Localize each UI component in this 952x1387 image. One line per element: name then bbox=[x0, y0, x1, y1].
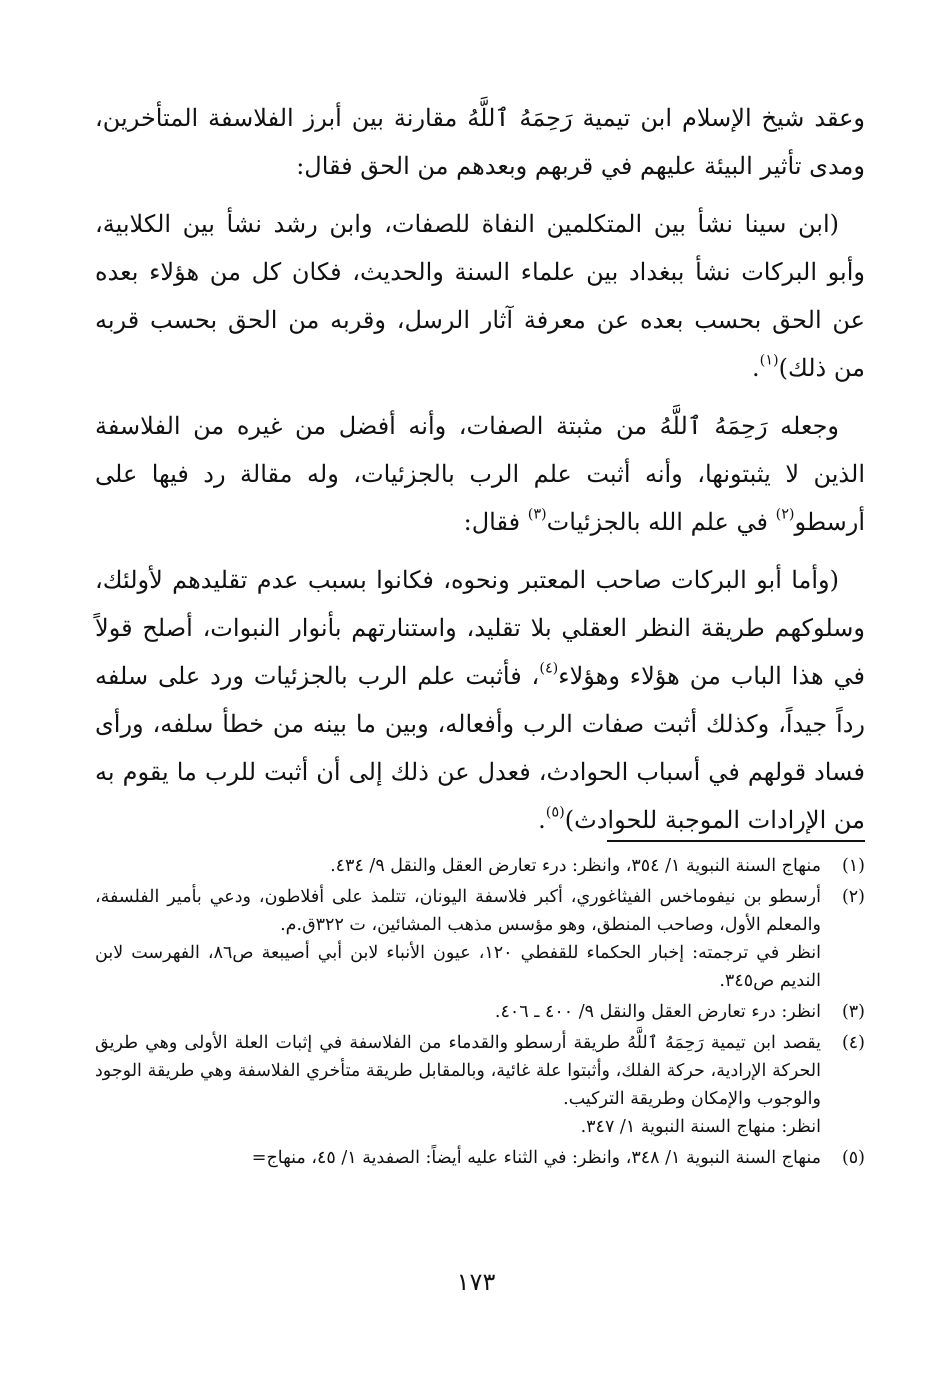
footnote-ref-2: (٢) bbox=[775, 506, 795, 523]
footnote-4: (٤) يقصد ابن تيمية رَحِمَهُ ٱللَّهُ طريقة أرسطو والقدماء من الفلاسفة في إثبات العلة الأولى وهي طريق الحركة الإرادية، حركة الفلك، وأثبتوا علة غائية، وبالمقابل طريقة متأخري الفلاسفة وهي طريقة الوجود والوجوب والإمكان وطريقة التركيب. انظر: منهاج السنة النبوية ١/ ٣٤٧. bbox=[95, 1033, 865, 1137]
footnote-1: (١) منهاج السنة النبوية ١/ ٣٥٤، وانظر: درء تعارض العقل والنقل ٩/ ٤٣٤. bbox=[330, 856, 865, 876]
paragraph-4-quote: (وأما أبو البركات صاحب المعتبر ونحوه، فكانوا بسبب عدم تقليدهم لأولئك، وسلوكهم طريقة النظر العقلي بلا تقليد، واستنارتهم بأنوار النبوات، أصلح قولاً في هذا الباب من هؤلاء وهؤلاء$^{(٤)}$، فأثبت علم الرب بالجزئيات ورد على سلفه رداً جيداً، وكذلك أثبت صفات الرب وأفعاله، وبين ما بينه من خطأ سلفه، ورأى فساد قولهم في أسباب الحوادث، فعدل عن ذلك إلى أن أثبت للرب ما يقوم به من الإرادات الموجبة للحوادث)$^{(٥)}$. bbox=[95, 566, 865, 834]
page-number: ١٧٣ bbox=[456, 1268, 496, 1296]
footnote-ref-5: (٥) bbox=[545, 804, 565, 821]
footnotes bbox=[95, 852, 865, 1175]
footnote-ref-3: (٣) bbox=[527, 506, 547, 523]
footnote-ref-4: (٤) bbox=[539, 660, 559, 677]
paragraph-2-quote: (ابن سينا نشأ بين المتكلمين النفاة للصفات، وابن رشد نشأ بين الكلابية، وأبو البركات نشأ ببغداد بين علماء السنة والحديث، فكان كل من هؤلاء بعده عن الحق بحسب بعده عن معرفة آثار الرسل، وقربه من الحق بحسب قربه من ذلك)$^{(١)}$. bbox=[95, 210, 865, 382]
main-text bbox=[95, 94, 865, 844]
footnote-separator bbox=[607, 840, 865, 842]
paragraph-3: وجعله رَحِمَهُ ٱللَّهُ من مثبتة الصفات، وأنه أفضل من غيره من الفلاسفة الذين لا يثبتونها، وأنه أثبت علم الرب بالجزئيات، وله مقالة رد فيها على أرسطو$^{(٢)}$ في علم الله بالجزئيات$^{(٣)}$ فقال: bbox=[95, 412, 865, 536]
footnote-3: (٣) انظر: درء تعارض العقل والنقل ٩/ ٤٠٠ ـ ٤٠٦. bbox=[494, 1002, 865, 1022]
paragraph-1: وعقد شيخ الإسلام ابن تيمية رَحِمَهُ ٱللَّهُ مقارنة بين أبرز الفلاسفة المتأخرين، ومدى تأثير البيئة عليهم في قربهم وبعدهم من الحق فقال: bbox=[95, 104, 865, 180]
footnote-2: (٢) أرسطو بن نيفوماخس الفيثاغوري، أكبر فلاسفة اليونان، تتلمذ على أفلاطون، ودعي بأمير الفلسفة، والمعلم الأول، وصاحب المنطق، وهو مؤسس مذهب المشائين، ت ٣٢٢ق.م. انظر في ترجمته: إخبار الحكماء للقفطي ١٢٠، عيون الأنباء لابن أبي أصيبعة ص٨٦، الفهرست لابن النديم ص٣٤٥. bbox=[95, 887, 865, 991]
footnote-5: (٥) منهاج السنة النبوية ١/ ٣٤٨، وانظر: في الثناء عليه أيضاً: الصفدية ١/ ٤٥، منهاج= bbox=[251, 1148, 865, 1168]
footnote-area bbox=[95, 840, 865, 1168]
footnote-ref-1: (١) bbox=[759, 352, 779, 369]
